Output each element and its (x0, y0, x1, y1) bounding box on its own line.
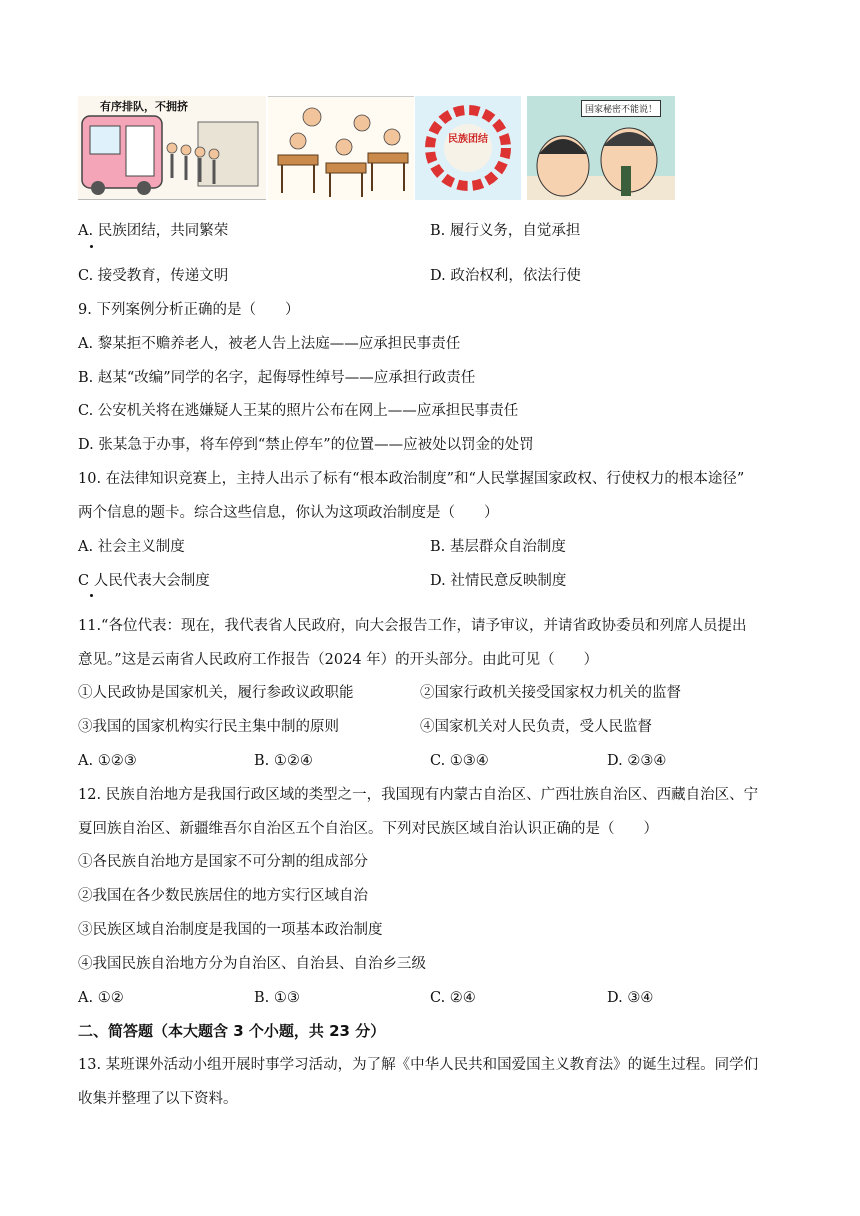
classroom-illustration (268, 97, 414, 200)
picture-caption: 国家秘密不能说！ (581, 100, 661, 117)
q10-stem-line1: 10. 在法律知识竞赛上，主持人出示了标有“根本政治制度”和“人民掌握国家政权、行使权力的根本途径” (78, 471, 745, 487)
q9-option-c: C. 公安机关将在逃嫌疑人王某的照片公布在网上——应承担民事责任 (78, 403, 519, 419)
q9-stem: 9. 下列案例分析正确的是（ ） (78, 302, 300, 318)
q11-stem-line2: 意见。”这是云南省人民政府工作报告（2024 年）的开头部分。由此可见（ ） (78, 652, 599, 668)
q10-option-b: B. 基层群众自治制度 (430, 539, 566, 555)
q9-option-a: A. 黎某拒不赡养老人，被老人告上法庭——应承担民事责任 (78, 336, 461, 352)
q8-option-c: C. 接受教育，传递文明 (78, 268, 229, 284)
q9-option-b: B. 赵某“改编”同学的名字，起侮辱性绰号——应承担行政责任 (78, 370, 476, 386)
q12-statement-1: ①各民族自治地方是国家不可分割的组成部分 (78, 854, 368, 870)
q12-option-c: C. ②④ (430, 990, 476, 1006)
q13-stem-line1: 13. 某班课外活动小组开展时事学习活动，为了解《中华人民共和国爱国主义教育法》的诞生过程。同学们 (78, 1057, 759, 1073)
q12-option-a: A. ①② (78, 990, 124, 1006)
q12-stem-line2: 夏回族自治区、新疆维吾尔自治区五个自治区。下列对民族区域自治认识正确的是（ ） (78, 821, 658, 837)
picture-state-secret (527, 96, 675, 200)
q11-statement-2: ②国家行政机关接受国家权力机关的监督 (420, 685, 681, 701)
q8-option-d: D. 政治权利，依法行使 (430, 268, 581, 284)
option-marker-dot (90, 245, 93, 248)
picture-classroom (268, 96, 414, 200)
q11-option-a: A. ①②③ (78, 753, 137, 769)
q10-stem-line2: 两个信息的题卡。综合这些信息，你认为这项政治制度是（ ） (78, 505, 499, 521)
q12-option-b: B. ①③ (254, 990, 300, 1006)
q11-option-b: B. ①②④ (254, 753, 313, 769)
q8-option-b: B. 履行义务，自觉承担 (430, 223, 581, 239)
q12-statement-3: ③民族区域自治制度是我国的一项基本政治制度 (78, 922, 383, 938)
q9-option-d: D. 张某急于办事，将车停到“禁止停车”的位置——应被处以罚金的处罚 (78, 437, 534, 453)
q11-option-c: C. ①③④ (430, 753, 489, 769)
picture-caption: 民族团结 (448, 134, 488, 145)
q11-statement-4: ④国家机关对人民负责，受人民监督 (420, 719, 652, 735)
q13-stem-line2: 收集并整理了以下资料。 (78, 1091, 238, 1107)
q12-statement-4: ④我国民族自治地方分为自治区、自治县、自治乡三级 (78, 956, 426, 972)
q8-option-a: A. 民族团结，共同繁荣 (78, 223, 229, 239)
q12-stem-line1: 12. 民族自治地方是我国行政区域的类型之一，我国现有内蒙古自治区、广西壮族自治区、西藏自治区、宁 (78, 787, 759, 803)
picture-queue-bus (78, 96, 266, 200)
q11-stem-line1: 11.“各位代表：现在，我代表省人民政府，向大会报告工作，请予审议，并请省政协委员和列席人员提出 (78, 618, 747, 634)
q11-option-d: D. ②③④ (607, 753, 667, 769)
ethnic-unity-illustration (415, 96, 521, 200)
q12-option-d: D. ③④ (607, 990, 654, 1006)
picture-caption: 有序排队，不拥挤 (100, 100, 188, 113)
q10-option-d: D. 社情民意反映制度 (430, 573, 567, 589)
section-heading: 二、简答题（本大题含 3 个小题，共 23 分） (78, 1022, 386, 1040)
q11-statement-3: ③我国的国家机构实行民主集中制的原则 (78, 719, 339, 735)
q10-option-a: A. 社会主义制度 (78, 539, 185, 555)
picture-ethnic-unity (415, 96, 521, 200)
q10-option-c: C 人民代表大会制度 (78, 573, 210, 589)
q11-statement-1: ①人民政协是国家机关，履行参政议政职能 (78, 685, 354, 701)
q12-statement-2: ②我国在各少数民族居住的地方实行区域自治 (78, 888, 368, 904)
option-marker-dot (90, 594, 93, 597)
